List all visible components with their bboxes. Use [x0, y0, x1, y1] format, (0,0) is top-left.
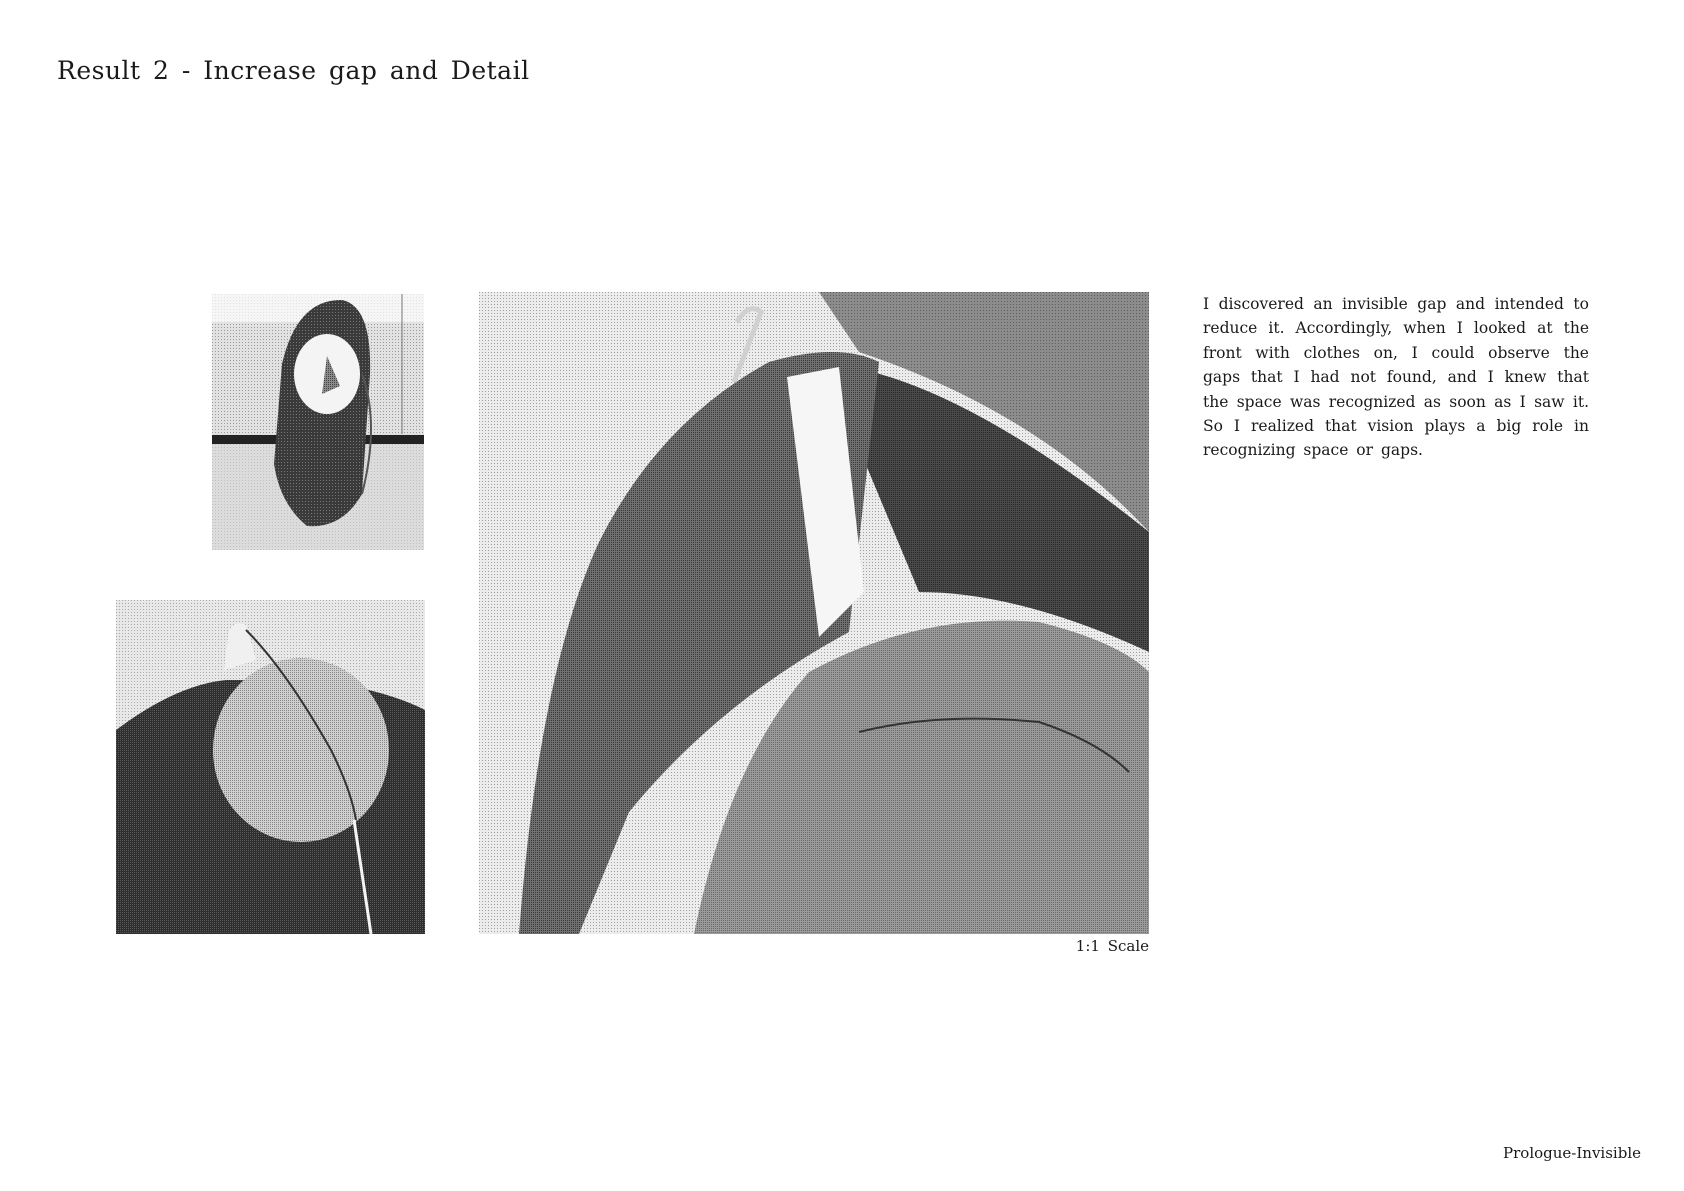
- description-paragraph: I discovered an invisible gap and intended to reduce it. Accordingly, when I looked at the front with clothes on, I could observe the gaps that I had not found, and I knew that the space was recognized as soon as I saw it. So I realized that vision plays a big role in recognizing space or gaps.: [1203, 295, 1589, 460]
- footer-section-label: Prologue-Invisible: [1503, 1144, 1641, 1162]
- neckline-detail-photo: [116, 600, 425, 934]
- mannequin-side-photo: [212, 294, 424, 550]
- photo-scale-caption: 1:1 Scale: [1075, 937, 1149, 955]
- page-title: Result 2 - Increase gap and Detail: [57, 56, 530, 85]
- shoulder-detail-photo: [479, 292, 1149, 934]
